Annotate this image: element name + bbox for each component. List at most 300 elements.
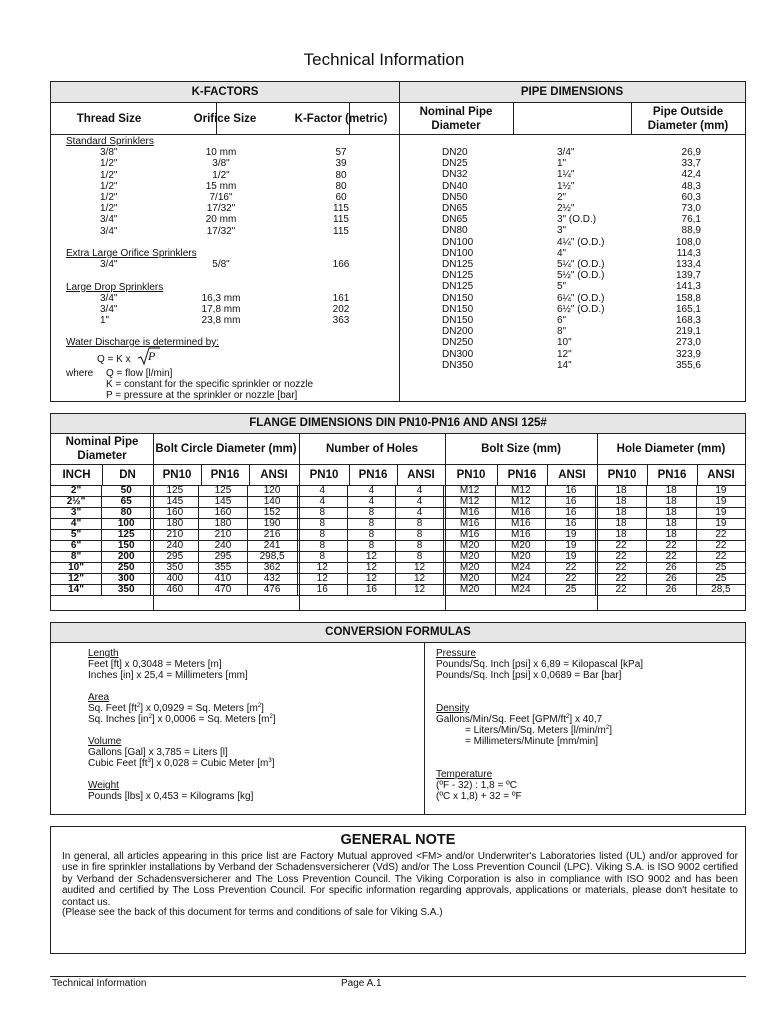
flange-cell: 19 xyxy=(696,497,745,508)
flange-subheader-cell: ANSI xyxy=(707,468,735,481)
pipe-inch-cell: 6¼" (O.D.) xyxy=(557,292,605,304)
flange-row xyxy=(51,530,746,541)
flange-group-nominal: Nominal Pipe Diameter xyxy=(65,436,139,462)
area-line-2: Sq. Inches $[in^2]$ x 0,0006 = Sq. Meters $[m^2]$ xyxy=(88,714,276,725)
kfactor-value-cell: 161 xyxy=(332,292,350,304)
flange-cell: 18 xyxy=(596,486,646,497)
kfactor-orifice-cell: 17/32" xyxy=(206,203,236,215)
kfactor-pipe-section xyxy=(50,81,746,402)
general-note-text: In general, all articles appearing in this price list are Factory Mutual approved <FM> and/or Underwriter's Laboratories listed (UL) and/or approved for use in fire sprinkler installations by Verband der Schadensversicherer (VdS) and/or The Loss Prevention Council (LPC). Viking S.A. is ISO 9002 certified by Verband der Schadensversicherer and The Loss Prevention Council. The Viking Corporation is also in compliance with ISO 9002 and has been audited and certified by The Loss Prevention Council. For specific information regarding approvals, applications or materials, please don't hesitate to contact us. xyxy=(62,851,738,908)
flange-row xyxy=(51,563,746,574)
flange-cell: 19 xyxy=(696,486,745,497)
kfactor-orifice-cell: 20 mm xyxy=(205,214,237,226)
flange-cell: 2½" xyxy=(51,497,102,508)
weight-title: Weight xyxy=(88,780,119,791)
pipe-dn-cell: DN200 xyxy=(442,326,474,338)
flange-cell: M20 xyxy=(444,585,496,596)
flange-cell: 145 xyxy=(151,497,199,508)
formula-var: P xyxy=(148,349,156,363)
flange-cell: M16 xyxy=(444,508,496,519)
volume-line-2: Cubic Feet $[ft^3]$ x 0,028 = Cubic Meter $[m^3]$ xyxy=(88,758,275,769)
pipe-dn-cell: DN80 xyxy=(442,225,468,237)
flange-cell: M20 xyxy=(444,552,496,563)
flange-cell: M16 xyxy=(496,519,546,530)
pipe-od-cell: 355,6 xyxy=(675,359,701,371)
flange-subheader-cell: PN16 xyxy=(657,468,687,481)
temperature-line-2: (ºC x 1,8) + 32 = ºF xyxy=(436,791,522,802)
flange-cell: M16 xyxy=(496,508,546,519)
flange-subheader-cell: PN10 xyxy=(456,468,486,481)
flange-cell: 16 xyxy=(347,585,395,596)
pipe-inch-cell: 2½" xyxy=(557,203,575,214)
pipe-inch-cell: 12" xyxy=(557,348,572,360)
flange-row xyxy=(51,574,746,585)
flange-cell: M12 xyxy=(496,486,546,497)
flange-cell: 8 xyxy=(297,530,347,541)
flange-subheader-cell: PN10 xyxy=(607,468,637,481)
flange-row xyxy=(51,585,746,596)
flange-cell: 355 xyxy=(199,563,247,574)
flange-group-bolt-circle: Bolt Circle Diameter (mm) xyxy=(155,443,297,455)
area-line-1: Sq. Feet $[ft^2]$ x 0,0929 = Sq. Meters $[m^2]$ xyxy=(88,703,264,714)
volume-line-1: Gallons [Gal] x 3,785 = Liters [l] xyxy=(88,747,228,758)
col-pipe-outside: Pipe Outside Diameter (mm) xyxy=(647,105,729,132)
footer-rule xyxy=(50,976,746,977)
flange-cell: 22 xyxy=(696,552,745,563)
length-line-1: Feet [ft] x 0,3048 = Meters [m] xyxy=(88,659,222,670)
flange-heading: FLANGE DIMENSIONS DIN PN10-PN16 AND ANSI 125# xyxy=(51,414,745,434)
flange-cell: 25 xyxy=(696,563,745,574)
kfactor-orifice-cell: 17,8 mm xyxy=(201,304,241,315)
pipe-dn-cell: DN150 xyxy=(442,315,474,326)
kfactor-value-cell: 115 xyxy=(333,214,349,226)
flange-cell: M12 xyxy=(496,497,546,508)
flange-subheader-divider xyxy=(547,464,548,485)
pipe-od-cell: 273,0 xyxy=(675,337,701,349)
volume-title: Volume xyxy=(88,736,122,747)
flange-subheader-cell: ANSI xyxy=(260,468,288,481)
density-title: Density xyxy=(436,703,470,714)
kfactor-value-cell: 166 xyxy=(332,259,350,271)
area-title: Area xyxy=(88,692,110,703)
col-nominal-pipe: Nominal Pipe Diameter xyxy=(419,105,493,132)
flange-cell: 16 xyxy=(546,508,596,519)
pipe-inch-cell: 5" xyxy=(557,281,567,293)
flange-cell: 152 xyxy=(247,508,297,519)
kfactor-orifice-cell: 5/8" xyxy=(212,259,230,271)
kfactor-orifice-cell: 23,8 mm xyxy=(201,315,241,327)
flange-cell: 12 xyxy=(395,585,443,596)
flange-cell: M20 xyxy=(444,541,496,552)
flange-cell: 19 xyxy=(696,519,745,530)
flange-subheader-cell: ANSI xyxy=(407,468,435,481)
pipe-od-cell: 73,0 xyxy=(681,203,701,214)
flange-cell: 12 xyxy=(395,574,443,585)
flange-cell: 18 xyxy=(596,519,646,530)
flange-cell: 100 xyxy=(102,519,151,530)
flange-cell: 4 xyxy=(395,497,443,508)
pressure-title: Pressure xyxy=(436,648,477,659)
kfactor-value-cell: 115 xyxy=(333,203,349,215)
flange-cell: 8 xyxy=(297,508,347,519)
footer-left: Technical Information xyxy=(52,978,147,989)
flange-cell: 19 xyxy=(546,552,596,563)
flange-cell: 240 xyxy=(151,541,199,552)
flange-cell: 22 xyxy=(646,552,696,563)
flange-cell: 145 xyxy=(199,497,247,508)
pipe-od-cell: 219,1 xyxy=(675,326,701,338)
pipe-inch-cell: 1" xyxy=(557,158,567,170)
pipe-od-cell: 88,9 xyxy=(681,225,701,237)
flange-cell: 140 xyxy=(247,497,297,508)
kfactor-orifice-cell: 17/32" xyxy=(206,225,236,237)
flange-cell: 8 xyxy=(297,519,347,530)
flange-cell: 8 xyxy=(395,519,443,530)
flange-subheader-divider xyxy=(647,464,648,485)
flange-cell: 4 xyxy=(347,497,395,508)
flange-cell: M24 xyxy=(496,574,546,585)
flange-cell: 180 xyxy=(151,519,199,530)
flange-subheader-cell: PN10 xyxy=(162,468,192,481)
flange-cell: 8 xyxy=(395,541,443,552)
flange-cell: 410 xyxy=(199,574,247,585)
col-orifice-size: Orifice Size xyxy=(193,112,257,125)
kfactor-thread-cell: 1/2" xyxy=(100,158,118,170)
flange-subheader-cell: PN16 xyxy=(210,468,240,481)
pipe-od-cell: 133,4 xyxy=(675,259,701,270)
flange-cell: 19 xyxy=(546,530,596,541)
kfactor-value-cell: 363 xyxy=(332,315,350,327)
flange-cell: M20 xyxy=(444,563,496,574)
kfactors-heading: K-FACTORS xyxy=(51,82,399,103)
pipe-inch-cell: 3" (O.D.) xyxy=(557,214,597,226)
flange-cell: 5" xyxy=(51,530,102,541)
flange-subheader-cell: ANSI xyxy=(558,468,586,481)
pipe-od-cell: 33,7 xyxy=(681,158,701,170)
pipe-dn-cell: DN350 xyxy=(442,359,474,371)
flange-subheader-divider xyxy=(349,464,350,485)
kfactor-value-cell: 115 xyxy=(333,225,349,237)
flange-cell: 18 xyxy=(596,497,646,508)
pipe-dn-cell: DN125 xyxy=(442,281,474,293)
col-thread-size: Thread Size xyxy=(76,112,142,125)
flange-cell: 8 xyxy=(395,530,443,541)
flange-cell: 22 xyxy=(696,530,745,541)
general-note-heading: GENERAL NOTE xyxy=(340,832,456,848)
pipe-dn-cell: DN100 xyxy=(442,247,474,259)
flange-cell: 22 xyxy=(596,541,646,552)
flange-subheader-cell: PN16 xyxy=(507,468,537,481)
conversion-heading: CONVERSION FORMULAS xyxy=(51,623,745,643)
flange-cell: 12 xyxy=(297,574,347,585)
flange-subheader-cell: PN10 xyxy=(309,468,339,481)
flange-cell: 8 xyxy=(297,541,347,552)
flange-cell: 241 xyxy=(247,541,297,552)
flange-cell: 22 xyxy=(646,541,696,552)
flange-group-hole-diameter: Hole Diameter (mm) xyxy=(616,443,726,455)
flange-cell: M16 xyxy=(444,519,496,530)
flange-cell: 125 xyxy=(151,486,199,497)
flange-cell: 160 xyxy=(199,508,247,519)
kfactor-thread-cell: 3/4" xyxy=(100,304,118,315)
length-title: Length xyxy=(88,648,119,659)
flange-cell: 12 xyxy=(297,563,347,574)
weight-line: Pounds [lbs] x 0,453 = Kilograms [kg] xyxy=(88,791,254,802)
flange-cell: 362 xyxy=(247,563,297,574)
flange-cell: 4 xyxy=(297,497,347,508)
col-kfactor: K-Factor (metric) xyxy=(294,112,388,125)
pipe-od-cell: 158,8 xyxy=(675,292,701,304)
general-note-text-2: (Please see the back of this document for terms and conditions of sale for Viking S.A.) xyxy=(62,907,443,918)
flange-cell: 432 xyxy=(247,574,297,585)
general-note-section xyxy=(50,826,746,954)
kfactor-thread-cell: 1/2" xyxy=(100,192,118,203)
kfactor-group-label: Large Drop Sprinklers xyxy=(66,281,164,293)
pipe-od-cell: 168,3 xyxy=(675,315,701,326)
flange-cell: 19 xyxy=(696,508,745,519)
flange-cell: 160 xyxy=(151,508,199,519)
flange-cell: 22 xyxy=(596,552,646,563)
flange-cell: 4" xyxy=(51,519,102,530)
flange-cell: M16 xyxy=(496,530,546,541)
flange-subheader-divider xyxy=(397,464,398,485)
pipe-dn-cell: DN65 xyxy=(442,203,468,214)
flange-cell: 180 xyxy=(199,519,247,530)
flange-cell: 26 xyxy=(646,585,696,596)
flange-row xyxy=(51,541,746,552)
flange-group-holes: Number of Holes xyxy=(325,443,418,455)
pipe-inch-cell: 10" xyxy=(557,337,572,349)
flange-cell: 240 xyxy=(199,541,247,552)
flange-group-bolt-size: Bolt Size (mm) xyxy=(481,443,561,455)
pipe-inch-cell: 6½" (O.D.) xyxy=(557,303,605,315)
flange-cell: 4 xyxy=(297,486,347,497)
where-label: where xyxy=(66,368,94,379)
flange-cell: 350 xyxy=(151,563,199,574)
kfactor-thread-cell: 1/2" xyxy=(100,169,118,181)
flange-cell: 125 xyxy=(102,530,151,541)
pipe-inch-cell: 5½" (O.D.) xyxy=(557,270,605,282)
kfactor-thread-cell: 3/4" xyxy=(100,292,118,304)
pipe-dn-cell: DN100 xyxy=(442,236,474,248)
flange-cell: 12 xyxy=(395,563,443,574)
flange-cell: 470 xyxy=(199,585,247,596)
flange-row xyxy=(51,552,746,563)
pipe-dn-cell: DN150 xyxy=(442,303,474,315)
pipe-inch-cell: 3/4" xyxy=(557,147,575,158)
flange-cell: 295 xyxy=(151,552,199,563)
flange-cell: 19 xyxy=(546,541,596,552)
kfactor-orifice-cell: 7/16" xyxy=(209,192,233,203)
pipe-dn-cell: DN65 xyxy=(442,214,468,226)
flange-cell: 16 xyxy=(546,486,596,497)
pipe-inch-cell: 1¼" xyxy=(557,169,575,181)
flange-cell: 16 xyxy=(546,519,596,530)
flange-cell: 26 xyxy=(646,574,696,585)
length-line-2: Inches [in] x 25,4 = Millimeters [mm] xyxy=(88,670,248,681)
kfactor-orifice-cell: 1/2" xyxy=(212,169,230,181)
flange-cell: M20 xyxy=(496,541,546,552)
flange-cell: 12 xyxy=(347,574,395,585)
flange-cell: 300 xyxy=(102,574,151,585)
flange-cell: 12 xyxy=(347,563,395,574)
flange-cell: M20 xyxy=(444,574,496,585)
kfactor-thread-cell: 3/4" xyxy=(100,214,118,226)
pipe-dn-cell: DN32 xyxy=(442,169,468,181)
pipe-inch-cell: 5¼" (O.D.) xyxy=(557,259,605,270)
flange-cell: 18 xyxy=(646,497,696,508)
pipe-inch-cell: 1½" xyxy=(557,180,575,192)
flange-subheader-cell: INCH xyxy=(62,468,91,481)
flange-cell: 16 xyxy=(297,585,347,596)
page-title: Technical Information xyxy=(303,50,465,69)
flange-cell: 22 xyxy=(596,563,646,574)
pipe-od-cell: 26,9 xyxy=(681,147,701,158)
flange-subheader-divider xyxy=(201,464,202,485)
flange-cell: 4 xyxy=(395,486,443,497)
flange-cell: 2" xyxy=(51,486,102,497)
flange-cell: 16 xyxy=(546,497,596,508)
flange-cell: 4 xyxy=(347,486,395,497)
flange-cell: 22 xyxy=(596,574,646,585)
pipe-od-cell: 165,1 xyxy=(675,303,701,315)
flange-cell: 22 xyxy=(546,574,596,585)
pipe-dn-cell: DN20 xyxy=(442,147,468,158)
pipe-dn-cell: DN25 xyxy=(442,158,468,170)
density-line-2: = Liters/Min/Sq. Meters $[l/\min/m^2]$ xyxy=(465,725,612,736)
pipe-dimensions-heading: PIPE DIMENSIONS xyxy=(399,82,745,103)
flange-cell: 65 xyxy=(102,497,151,508)
flange-cell: M12 xyxy=(444,497,496,508)
flange-row xyxy=(51,508,746,519)
flange-cell: 3" xyxy=(51,508,102,519)
kfactor-orifice-cell: 16,3 mm xyxy=(201,292,241,304)
flange-cell: 18 xyxy=(646,530,696,541)
formula-prefix: Q = K x xyxy=(97,354,131,365)
def-p: P = pressure at the sprinkler or nozzle [bar] xyxy=(106,390,298,401)
flange-cell: 8 xyxy=(347,508,395,519)
flange-cell: 18 xyxy=(596,530,646,541)
flange-cell: 216 xyxy=(247,530,297,541)
pipe-dn-cell: DN150 xyxy=(442,292,474,304)
pipe-inch-cell: 8" xyxy=(557,326,567,338)
flange-cell: 80 xyxy=(102,508,151,519)
discharge-heading: Water Discharge is determined by: xyxy=(66,337,220,348)
flange-cell: 8 xyxy=(395,552,443,563)
flange-cell: 18 xyxy=(596,508,646,519)
flange-subheader-divider xyxy=(249,464,250,485)
flange-subheader-divider xyxy=(497,464,498,485)
flange-cell: 22 xyxy=(696,541,745,552)
flange-subheader-divider xyxy=(102,464,103,485)
flange-cell: M20 xyxy=(496,552,546,563)
flange-cell: M24 xyxy=(496,563,546,574)
flange-cell: 120 xyxy=(247,486,297,497)
flange-cell: 10" xyxy=(51,563,102,574)
kfactor-value-cell: 39 xyxy=(335,158,347,170)
flange-row xyxy=(51,519,746,530)
flange-cell: 12" xyxy=(51,574,102,585)
pipe-inch-cell: 14" xyxy=(557,359,572,371)
flange-cell: 350 xyxy=(102,585,151,596)
def-q: Q = flow [l/min] xyxy=(106,368,173,379)
flange-cell: 4 xyxy=(395,508,443,519)
flange-cell: M16 xyxy=(444,530,496,541)
density-line-3: = Millimeters/Minute [mm/min] xyxy=(465,736,599,747)
flange-subheader-cell: PN16 xyxy=(358,468,388,481)
flange-cell: 25 xyxy=(546,585,596,596)
kfactor-value-cell: 57 xyxy=(335,147,347,159)
flange-cell: 8 xyxy=(297,552,347,563)
flange-cell: 8 xyxy=(347,530,395,541)
pipe-od-cell: 60,3 xyxy=(681,191,701,203)
flange-cell: 18 xyxy=(646,519,696,530)
kfactor-group-label: Extra Large Orifice Sprinklers xyxy=(66,248,197,259)
flange-table xyxy=(50,485,746,596)
flange-cell: 8" xyxy=(51,552,102,563)
flange-cell: 26 xyxy=(646,563,696,574)
kfactor-value-cell: 202 xyxy=(332,304,350,315)
pipe-od-cell: 42,4 xyxy=(681,169,701,181)
flange-cell: 150 xyxy=(102,541,151,552)
kfactor-value-cell: 80 xyxy=(335,169,347,181)
pipe-od-cell: 48,3 xyxy=(681,180,701,192)
footer-page: Page A.1 xyxy=(341,978,382,989)
pipe-dn-cell: DN125 xyxy=(442,270,474,282)
flange-cell: 50 xyxy=(102,486,151,497)
flange-cell: M12 xyxy=(444,486,496,497)
flange-cell: 8 xyxy=(347,541,395,552)
flange-cell: 8 xyxy=(347,519,395,530)
flange-cell: 6" xyxy=(51,541,102,552)
flange-cell: 298,5 xyxy=(247,552,297,563)
pipe-dn-cell: DN300 xyxy=(442,348,474,360)
kfactor-orifice-cell: 10 mm xyxy=(205,147,237,159)
def-k: K = constant for the specific sprinkler or nozzle xyxy=(106,379,314,390)
conversion-section xyxy=(50,622,746,815)
pipe-od-cell: 108,0 xyxy=(675,236,701,248)
flange-subheader-cell: DN xyxy=(119,468,136,481)
flange-cell: 295 xyxy=(199,552,247,563)
flange-cell: 476 xyxy=(247,585,297,596)
pipe-dn-cell: DN40 xyxy=(442,180,468,192)
flange-cell: 28,5 xyxy=(696,585,745,596)
flange-cell: M24 xyxy=(496,585,546,596)
flange-row xyxy=(51,486,746,497)
kfactor-thread-cell: 3/8" xyxy=(100,147,118,159)
pipe-od-cell: 323,9 xyxy=(675,348,701,360)
flange-cell: 12 xyxy=(347,552,395,563)
flange-cell: 22 xyxy=(596,585,646,596)
flange-cell: 18 xyxy=(646,486,696,497)
kfactor-thread-cell: 1/2" xyxy=(100,203,118,215)
flange-cell: 18 xyxy=(646,508,696,519)
kfactor-value-cell: 80 xyxy=(335,180,347,192)
temperature-title: Temperature xyxy=(436,769,493,780)
flange-cell: 22 xyxy=(546,563,596,574)
flange-cell: 250 xyxy=(102,563,151,574)
kfactor-thread-cell: 3/4" xyxy=(100,259,118,271)
flange-cell: 460 xyxy=(151,585,199,596)
kfactor-orifice-cell: 15 mm xyxy=(205,180,237,192)
pipe-inch-cell: 3" xyxy=(557,225,567,237)
pipe-od-cell: 76,1 xyxy=(681,214,701,226)
density-line-1: Gallons/Min/Sq. Feet $[GPM/ft^2]$ x 40,7 xyxy=(436,714,603,725)
kfactor-orifice-cell: 3/8" xyxy=(212,158,230,170)
flange-cell: 400 xyxy=(151,574,199,585)
pipe-inch-cell: 4" xyxy=(557,247,567,259)
pipe-inch-cell: 6" xyxy=(557,315,567,326)
